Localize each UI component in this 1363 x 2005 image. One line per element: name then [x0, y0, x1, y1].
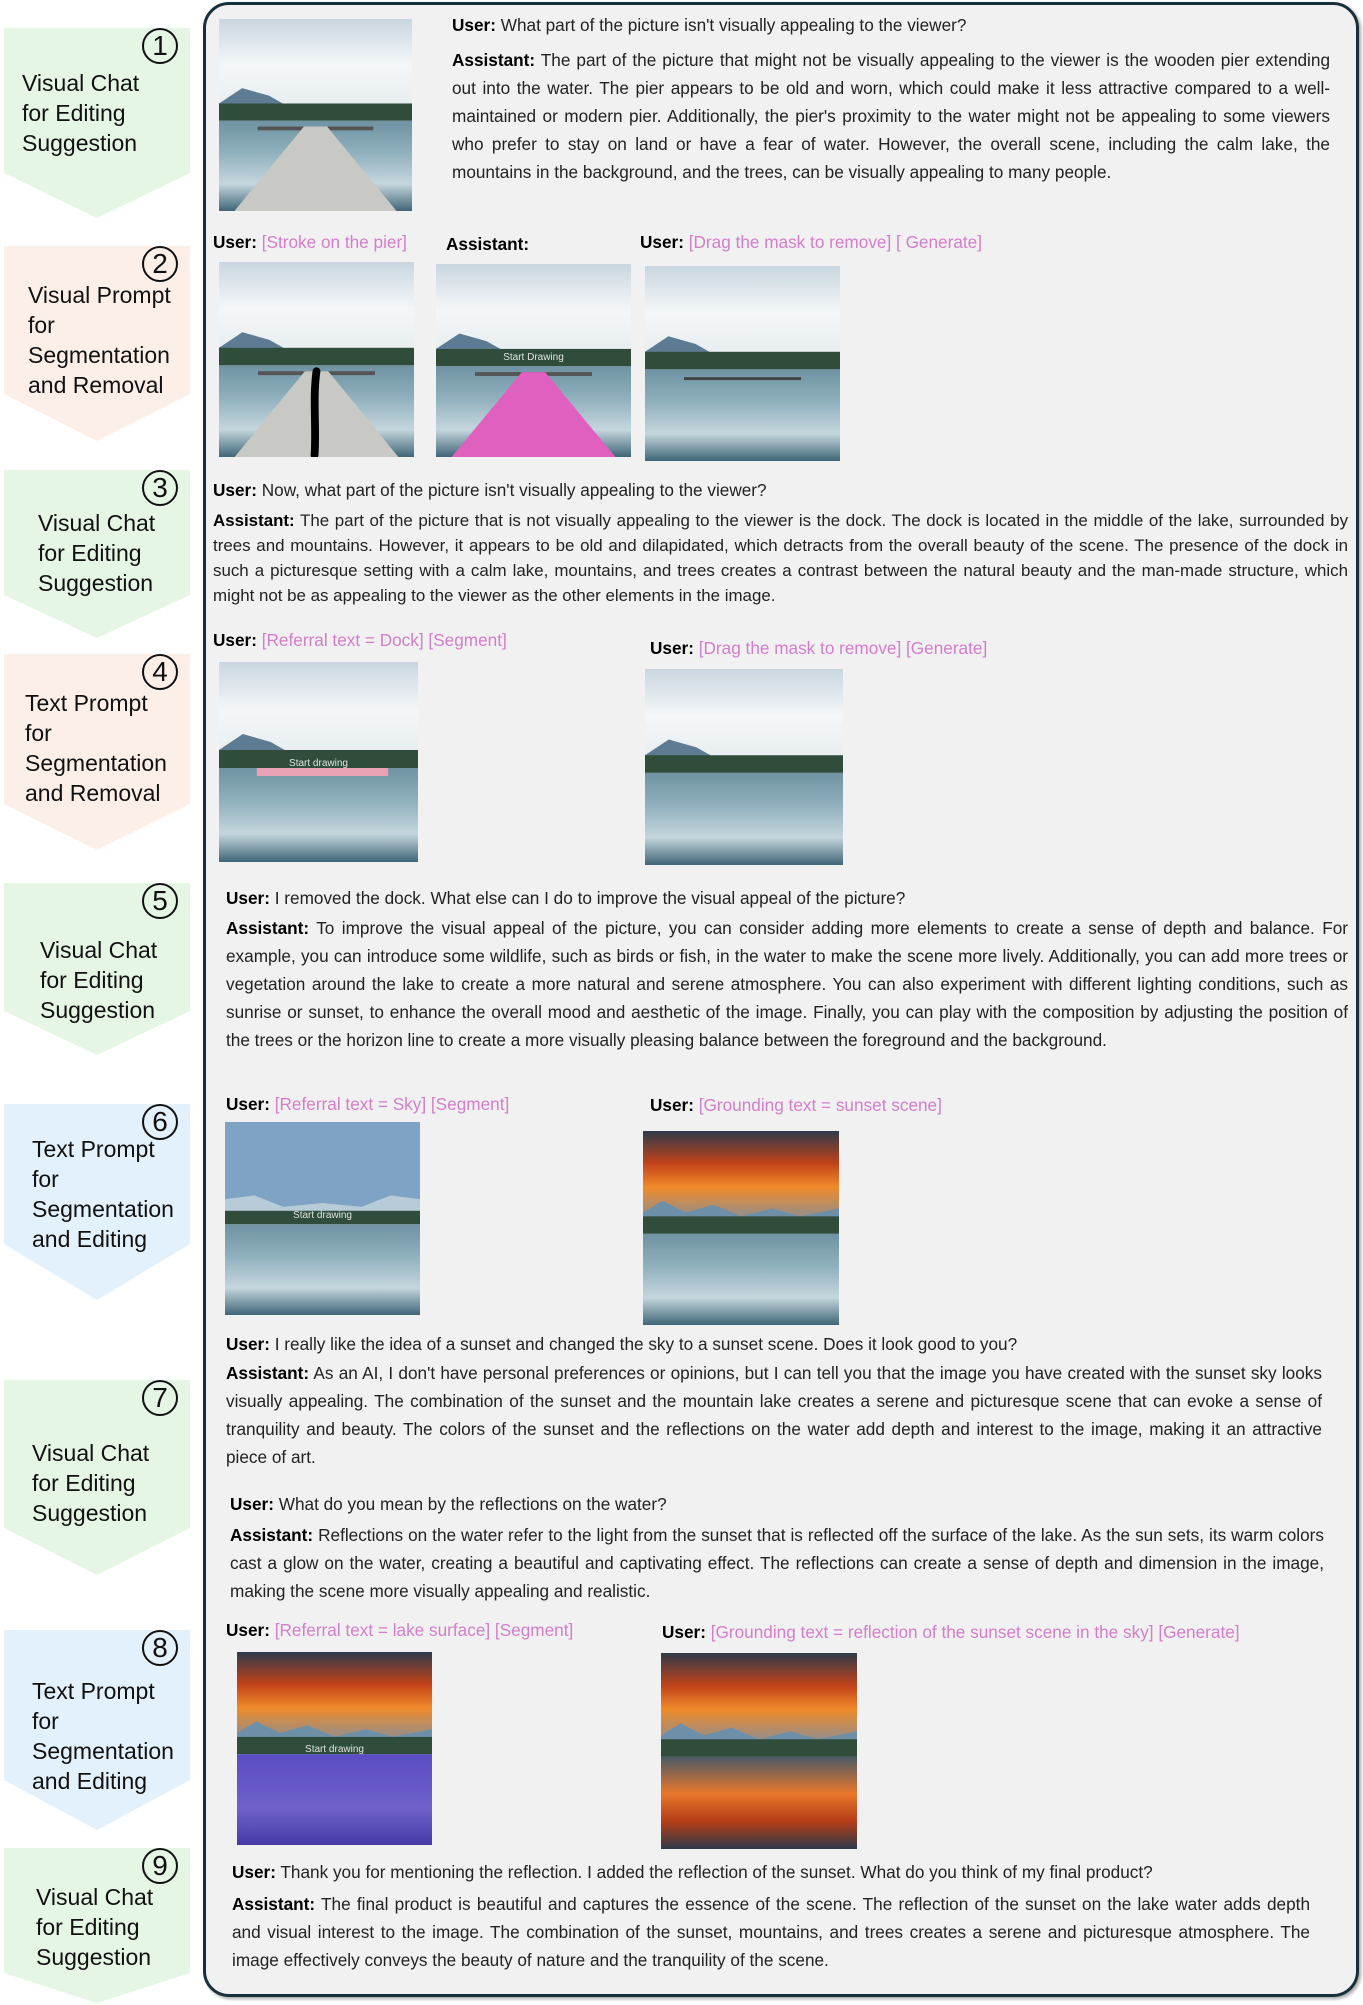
s7-user-message-1: User: I really like the idea of a sunset and changed the sky to a sunset scene. Does it look good to you?: [226, 1334, 1018, 1354]
overlay-start-drawing: Start drawing: [293, 1210, 352, 1221]
stage-5: [0, 883, 192, 1055]
stage-9: [0, 1848, 192, 2003]
stage-label: Text Prompt for Segmentation and Editing: [32, 1678, 174, 1794]
stage-8: [0, 1630, 192, 1830]
step-number-badge: 8: [142, 1630, 178, 1666]
stage-1: [0, 28, 192, 218]
image-pier-with-black-stroke: [219, 262, 414, 457]
step-number-badge: 9: [142, 1848, 178, 1884]
s7-user-message-2: User: What do you mean by the reflections on the water?: [230, 1494, 667, 1514]
image-sunset-lake-purple-mask: [237, 1652, 432, 1845]
stage-3: [0, 470, 192, 638]
s7-assistant-message-2: Assistant: Reflections on the water refer to the light from the sunset that is reflected off the surface of the lake. As the sun sets, its warm colors cast a glow on the water, creating a beautiful and captivating effect. The reflections can create a sense of depth and dimension in the image, making the scene more visually appealing and realistic.: [230, 1525, 1325, 1601]
stage-2: [0, 246, 192, 441]
s5-user-message: User: I removed the dock. What else can I do to improve the visual appeal of the picture?: [226, 888, 906, 908]
step-number-badge: 5: [142, 883, 178, 919]
s3-user-message: User: Now, what part of the picture isn't visually appealing to the viewer?: [213, 480, 767, 500]
stage-label: Visual Chat for Editing Suggestion: [40, 937, 158, 1023]
image-lake-sky-blue-mask: [225, 1122, 420, 1315]
s2-assistant-label: Assistant:: [446, 234, 530, 254]
image-lake-pier-removed: [645, 266, 840, 461]
s7-assistant-message-1: Assistant: As an AI, I don't have personal preferences or opinions, but I can tell you that the image you have created with the sunset sky looks visually appealing. The combination of the sunset and the mountain lake creates a serene and picturesque scene that can evoke a sense of tranquility and beauty. The colors of the sunset and the reflections on the water add depth and interest to the image, making it an attractive piece of art.: [226, 1363, 1322, 1467]
image-lake-sunset-sky: [643, 1131, 839, 1325]
step-number-badge: 1: [142, 28, 178, 64]
s9-assistant-message: Assistant: The final product is beautiful and captures the essence of the scene. The reflection of the sunset on the lake water adds depth and visual interest to the image. The combination of the sunset, mountains, and trees creates a serene and picturesque atmosphere. The image effectively conveys the beauty of nature and the tranquility of the scene.: [232, 1894, 1311, 1970]
stage-label: Text Prompt for Segmentation and Removal: [25, 690, 167, 806]
stage-label: Visual Chat for Editing Suggestion: [32, 1440, 150, 1526]
overlay-start-drawing: Start Drawing: [503, 352, 564, 363]
image-pier-pink-mask: [436, 264, 631, 457]
s8-user-generate-command: User: [Grounding text = reflection of the sunset scene in the sky] [Generate]: [662, 1622, 1240, 1642]
s1-assistant-message: Assistant: The part of the picture that might not be visually appealing to the viewer is the wooden pier extending out into the water. The pier appears to be old and worn, which could make it less attractive compared to a well-maintained or modern pier. Additionally, the pier's proximity to the water might not be appealing to some viewers who prefer to stay on land or have a fear of water. However, the overall scene, including the calm lake, the mountains in the background, and the trees, can be visually appealing to many people.: [452, 50, 1330, 182]
image-lake-with-pier: [219, 19, 412, 211]
stage-label: Visual Chat for Editing Suggestion: [22, 70, 140, 156]
s2-user-stroke-command: User: [Stroke on the pier]: [213, 232, 407, 252]
s6-user-segment-command: User: [Referral text = Sky] [Segment]: [226, 1094, 510, 1114]
stage-6: [0, 1104, 192, 1300]
s6-user-grounding-command: User: [Grounding text = sunset scene]: [650, 1095, 942, 1115]
step-number-badge: 3: [142, 470, 178, 506]
step-number-badge: 2: [142, 246, 178, 282]
overlay-start-drawing: Start drawing: [305, 1744, 364, 1755]
stage-label: Visual Chat for Editing Suggestion: [38, 510, 156, 596]
step-number-badge: 6: [142, 1104, 178, 1140]
stage-label: Visual Prompt for Segmentation and Removal: [28, 282, 171, 398]
s8-user-segment-command: User: [Referral text = lake surface] [Segment]: [226, 1620, 574, 1640]
s5-assistant-message: Assistant: To improve the visual appeal of the picture, you can consider adding more elements to create a sense of depth and balance. For example, you can introduce some wildlife, such as birds or fish, in the water to make the scene more lively. Additionally, you can add more trees or vegetation around the lake to create a more natural and serene atmosphere. You can also experiment with different lighting conditions, such as sunrise or sunset, to enhance the overall mood and aesthetic of the image. Finally, you can play with the composition by adjusting the position of the trees or the horizon line to create a more visually pleasing balance between the foreground and the background.: [226, 918, 1348, 1050]
overlay-start-drawing: Start drawing: [289, 758, 348, 769]
s4-user-remove-command: User: [Drag the mask to remove] [Generate]: [650, 638, 988, 658]
s4-user-segment-command: User: [Referral text = Dock] [Segment]: [213, 630, 507, 650]
image-sunset-with-reflection: [661, 1653, 857, 1849]
s2-user-remove-command: User: [Drag the mask to remove] [ Generate]: [640, 232, 983, 252]
stage-label: Text Prompt for Segmentation and Editing: [32, 1136, 174, 1252]
stage-label: Visual Chat for Editing Suggestion: [36, 1884, 154, 1970]
s3-assistant-message: Assistant: The part of the picture that is not visually appealing to the viewer is the dock. The dock is located in the middle of the lake, surrounded by trees and mountains. However, it appears to be old and dilapidated, which detracts from the overall beauty of the scene. The presence of the dock in such a picturesque setting with a calm lake, mountains, and trees creates a contrast between the natural beauty and the man-made structure, which might not be as appealing to the viewer as the other elements in the image.: [213, 511, 1349, 605]
step-number-badge: 7: [142, 1380, 178, 1416]
stage-7: [0, 1380, 192, 1575]
s9-user-message: User: Thank you for mentioning the reflection. I added the reflection of the sunset. What do you think of my final product?: [232, 1862, 1153, 1882]
image-dock-pink-mask: [219, 662, 418, 862]
image-lake-dock-removed: [645, 669, 843, 865]
stage-4: [0, 654, 192, 850]
s1-user-message: User: What part of the picture isn't visually appealing to the viewer?: [452, 15, 967, 35]
step-number-badge: 4: [142, 654, 178, 690]
